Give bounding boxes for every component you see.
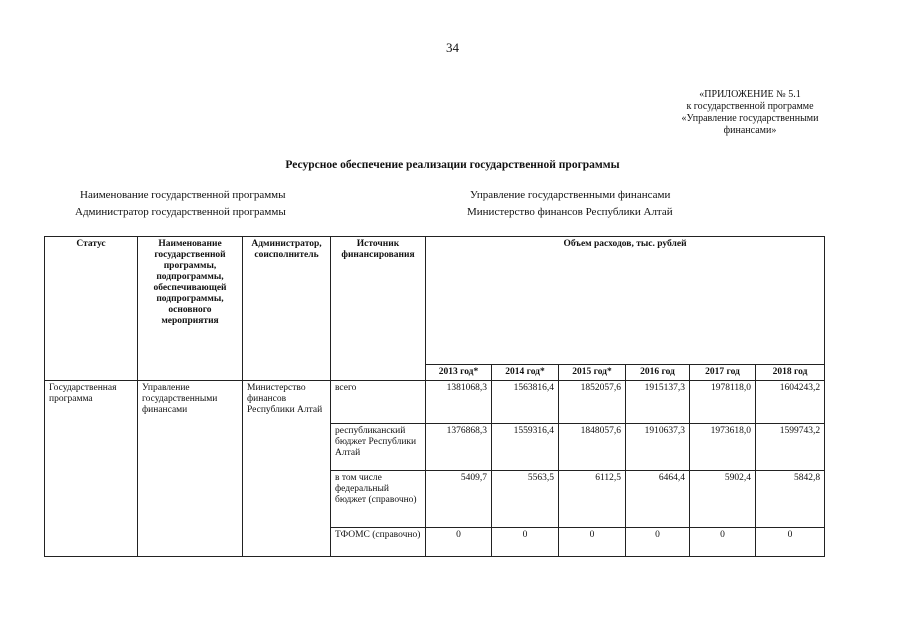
header-year: 2013 год* (426, 365, 492, 381)
value-cell: 1910637,3 (626, 424, 690, 471)
value-cell: 5563,5 (492, 471, 559, 528)
value-cell: 6464,4 (626, 471, 690, 528)
appendix-note (600, 89, 900, 137)
value-cell: 1563816,4 (492, 381, 559, 424)
value-cell: 1604243,2 (756, 381, 825, 424)
source-cell: в том числе федеральный бюджет (справочно) (331, 471, 426, 528)
value-cell: 1559316,4 (492, 424, 559, 471)
header-admin: Администратор, соисполнитель (243, 237, 331, 381)
value-cell: 1599743,2 (756, 424, 825, 471)
source-cell: республиканский бюджет Республики Алтай (331, 424, 426, 471)
value-cell: 1915137,3 (626, 381, 690, 424)
value-cell: 0 (426, 528, 492, 557)
value-cell: 5842,8 (756, 471, 825, 528)
source-cell: всего (331, 381, 426, 424)
value-cell: 6112,5 (559, 471, 626, 528)
header-year: 2017 год (690, 365, 756, 381)
program-name-label: Наименование государственной программы (80, 189, 286, 201)
value-cell: 0 (559, 528, 626, 557)
appendix-line: к государственной программе (686, 101, 814, 112)
value-cell: 1848057,6 (559, 424, 626, 471)
appendix-line: «ПРИЛОЖЕНИЕ № 5.1 (699, 89, 801, 100)
appendix-line: финансами» (723, 125, 777, 136)
value-cell: 0 (690, 528, 756, 557)
header-year: 2015 год* (559, 365, 626, 381)
value-cell: 1978118,0 (690, 381, 756, 424)
value-cell: 5902,4 (690, 471, 756, 528)
header-name: Наименование государственной программы, подпрограммы, обеспечивающей подпрограммы, основного мероприятия (138, 237, 243, 381)
page-number: 34 (446, 40, 459, 55)
value-cell: 5409,7 (426, 471, 492, 528)
source-cell: ТФОМС (справочно) (331, 528, 426, 557)
appendix-line: «Управление государственными (681, 113, 819, 124)
name-cell: Управление государственными финансами (138, 381, 243, 557)
value-cell: 1381068,3 (426, 381, 492, 424)
document-title: Ресурсное обеспечение реализации государственной программы (285, 159, 620, 171)
value-cell: 1973618,0 (690, 424, 756, 471)
table-row (45, 381, 825, 424)
admin-cell: Министерство финансов Республики Алтай (243, 381, 331, 557)
resource-table (44, 236, 825, 557)
program-admin-value: Министерство финансов Республики Алтай (467, 206, 673, 218)
value-cell: 0 (492, 528, 559, 557)
header-source: Источник финансирования (331, 237, 426, 381)
value-cell: 1852057,6 (559, 381, 626, 424)
status-cell: Государственная программа (45, 381, 138, 557)
header-year: 2018 год (756, 365, 825, 381)
value-cell: 1376868,3 (426, 424, 492, 471)
header-volume: Объем расходов, тыс. рублей (426, 237, 825, 365)
value-cell: 0 (756, 528, 825, 557)
program-name-value: Управление государственными финансами (470, 189, 671, 201)
header-year: 2014 год* (492, 365, 559, 381)
value-cell: 0 (626, 528, 690, 557)
header-year: 2016 год (626, 365, 690, 381)
header-status: Статус (45, 237, 138, 381)
program-admin-label: Администратор государственной программы (75, 206, 286, 218)
